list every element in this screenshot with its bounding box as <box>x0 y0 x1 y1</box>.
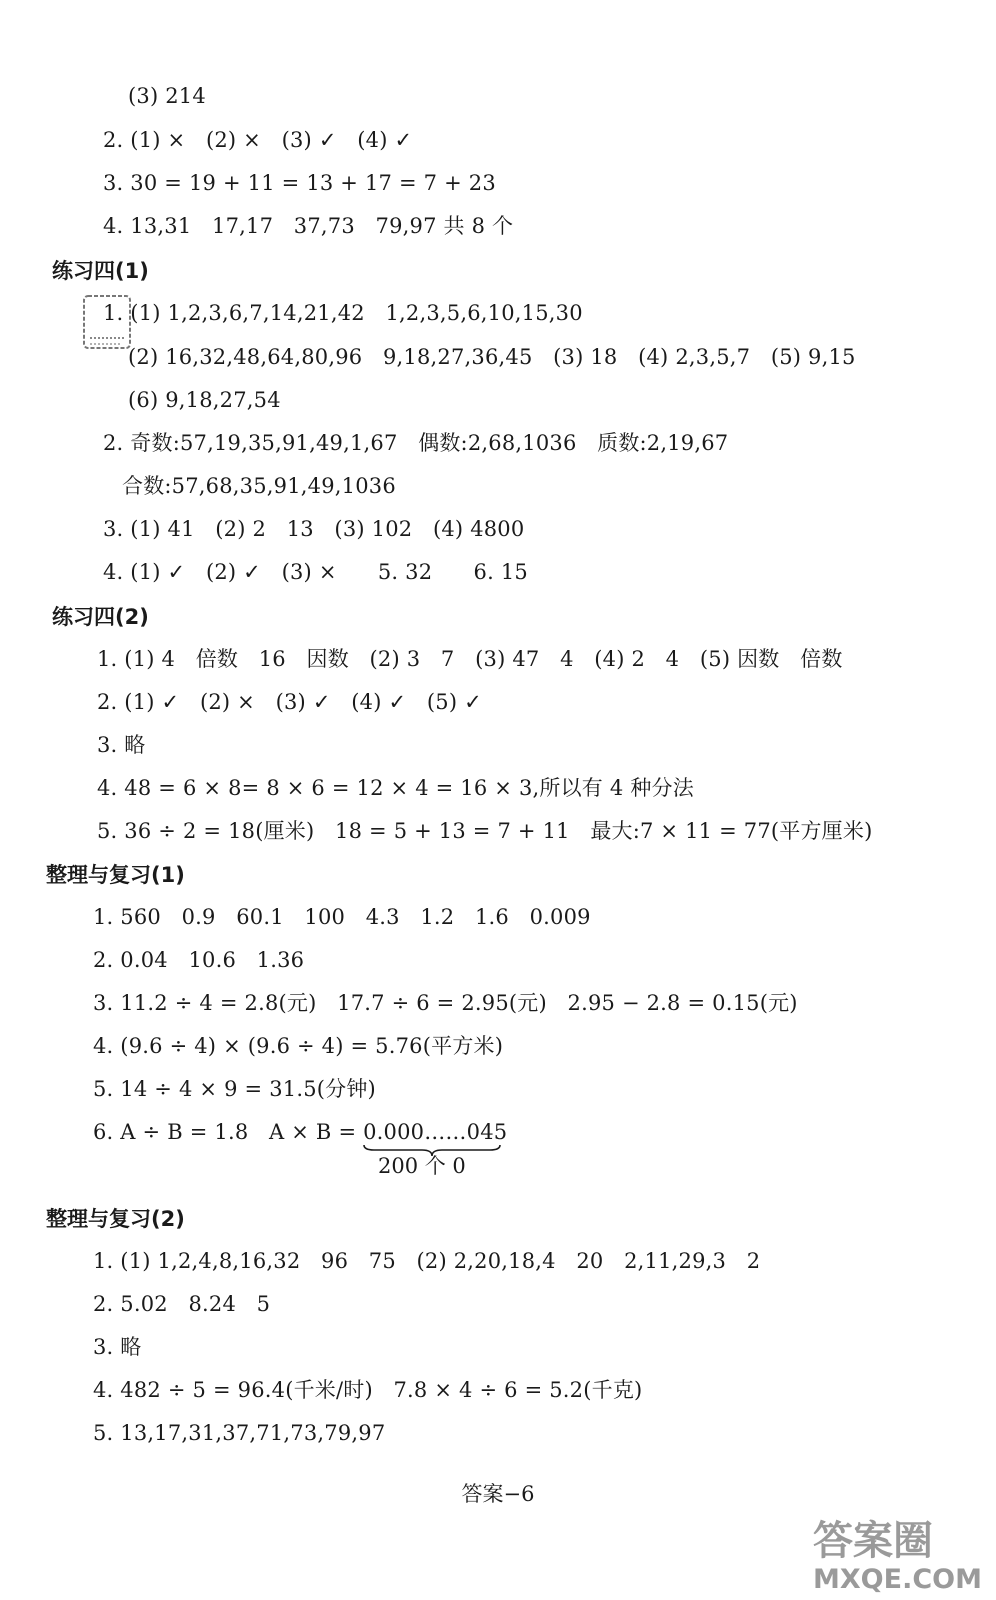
answer-line: 2. (1) × (2) × (3) ✓ (4) ✓ <box>103 128 413 152</box>
answer-line: 4. (1) ✓ (2) ✓ (3) × 5. 32 6. 15 <box>103 560 528 584</box>
answer-line: 4. 48 = 6 × 8= 8 × 6 = 12 × 4 = 16 × 3,所以有 4 种分法 <box>97 776 694 800</box>
answer-line: 3. 30 = 19 + 11 = 13 + 17 = 7 + 23 <box>103 171 496 195</box>
section-heading: 练习四(2) <box>52 605 149 629</box>
section-heading: 练习四(1) <box>52 259 149 283</box>
answer-line: 3. 略 <box>97 733 146 757</box>
answer-line: (6) 9,18,27,54 <box>128 388 281 412</box>
answer-line: (2) 16,32,48,64,80,96 9,18,27,36,45 (3) 18 (4) 2,3,5,7 (5) 9,15 <box>128 345 856 369</box>
answer-line: 4. (9.6 ÷ 4) × (9.6 ÷ 4) = 5.76(平方米) <box>93 1034 504 1058</box>
svg-text:MXQE.COM: MXQE.COM <box>813 1564 982 1595</box>
answer-line: 1. (1) 1,2,3,6,7,14,21,42 1,2,3,5,6,10,15,30 <box>103 301 583 325</box>
answer-line: 6. A ÷ B = 1.8 A × B = 0.000……045 <box>93 1120 508 1144</box>
section-heading: 整理与复习(1) <box>46 863 185 887</box>
answer-line: 合数:57,68,35,91,49,1036 <box>122 474 396 498</box>
answer-line: 1. 560 0.9 60.1 100 4.3 1.2 1.6 0.009 <box>93 905 591 929</box>
answer-line: 4. 482 ÷ 5 = 96.4(千米/时) 7.8 × 4 ÷ 6 = 5.2(千克) <box>93 1378 643 1402</box>
answer-line: 2. 0.04 10.6 1.36 <box>93 948 305 972</box>
answer-line: 3. 11.2 ÷ 4 = 2.8(元) 17.7 ÷ 6 = 2.95(元) 2.95 − 2.8 = 0.15(元) <box>93 991 798 1015</box>
watermark-logo <box>805 1508 985 1596</box>
answer-line: 5. 36 ÷ 2 = 18(厘米) 18 = 5 + 13 = 7 + 11 最大:7 × 11 = 77(平方厘米) <box>97 819 873 843</box>
section-heading: 整理与复习(2) <box>46 1207 185 1231</box>
answer-line: 5. 13,17,31,37,71,73,79,97 <box>93 1421 386 1445</box>
answer-line: 1. (1) 1,2,4,8,16,32 96 75 (2) 2,20,18,4 20 2,11,29,3 2 <box>93 1249 761 1273</box>
answer-line: 2. 奇数:57,19,35,91,49,1,67 偶数:2,68,1036 质数:2,19,67 <box>103 431 729 455</box>
answer-line: 1. (1) 4 倍数 16 因数 (2) 3 7 (3) 47 4 (4) 2 4 (5) 因数 倍数 <box>97 647 843 671</box>
answer-line: 4. 13,31 17,17 37,73 79,97 共 8 个 <box>103 214 514 238</box>
answer-line: 2. 5.02 8.24 5 <box>93 1292 271 1316</box>
answer-line: 5. 14 ÷ 4 × 9 = 31.5(分钟) <box>93 1077 376 1101</box>
underbrace-label: 200 个 0 <box>378 1154 466 1178</box>
answer-line: 2. (1) ✓ (2) × (3) ✓ (4) ✓ (5) ✓ <box>97 690 482 714</box>
page-footer: 答案−6 <box>461 1482 535 1506</box>
svg-text:答案圈: 答案圈 <box>813 1518 933 1564</box>
answer-line: 3. 略 <box>93 1335 142 1359</box>
answer-line: 3. (1) 41 (2) 2 13 (3) 102 (4) 4800 <box>103 517 525 541</box>
answer-line: (3) 214 <box>128 84 206 108</box>
